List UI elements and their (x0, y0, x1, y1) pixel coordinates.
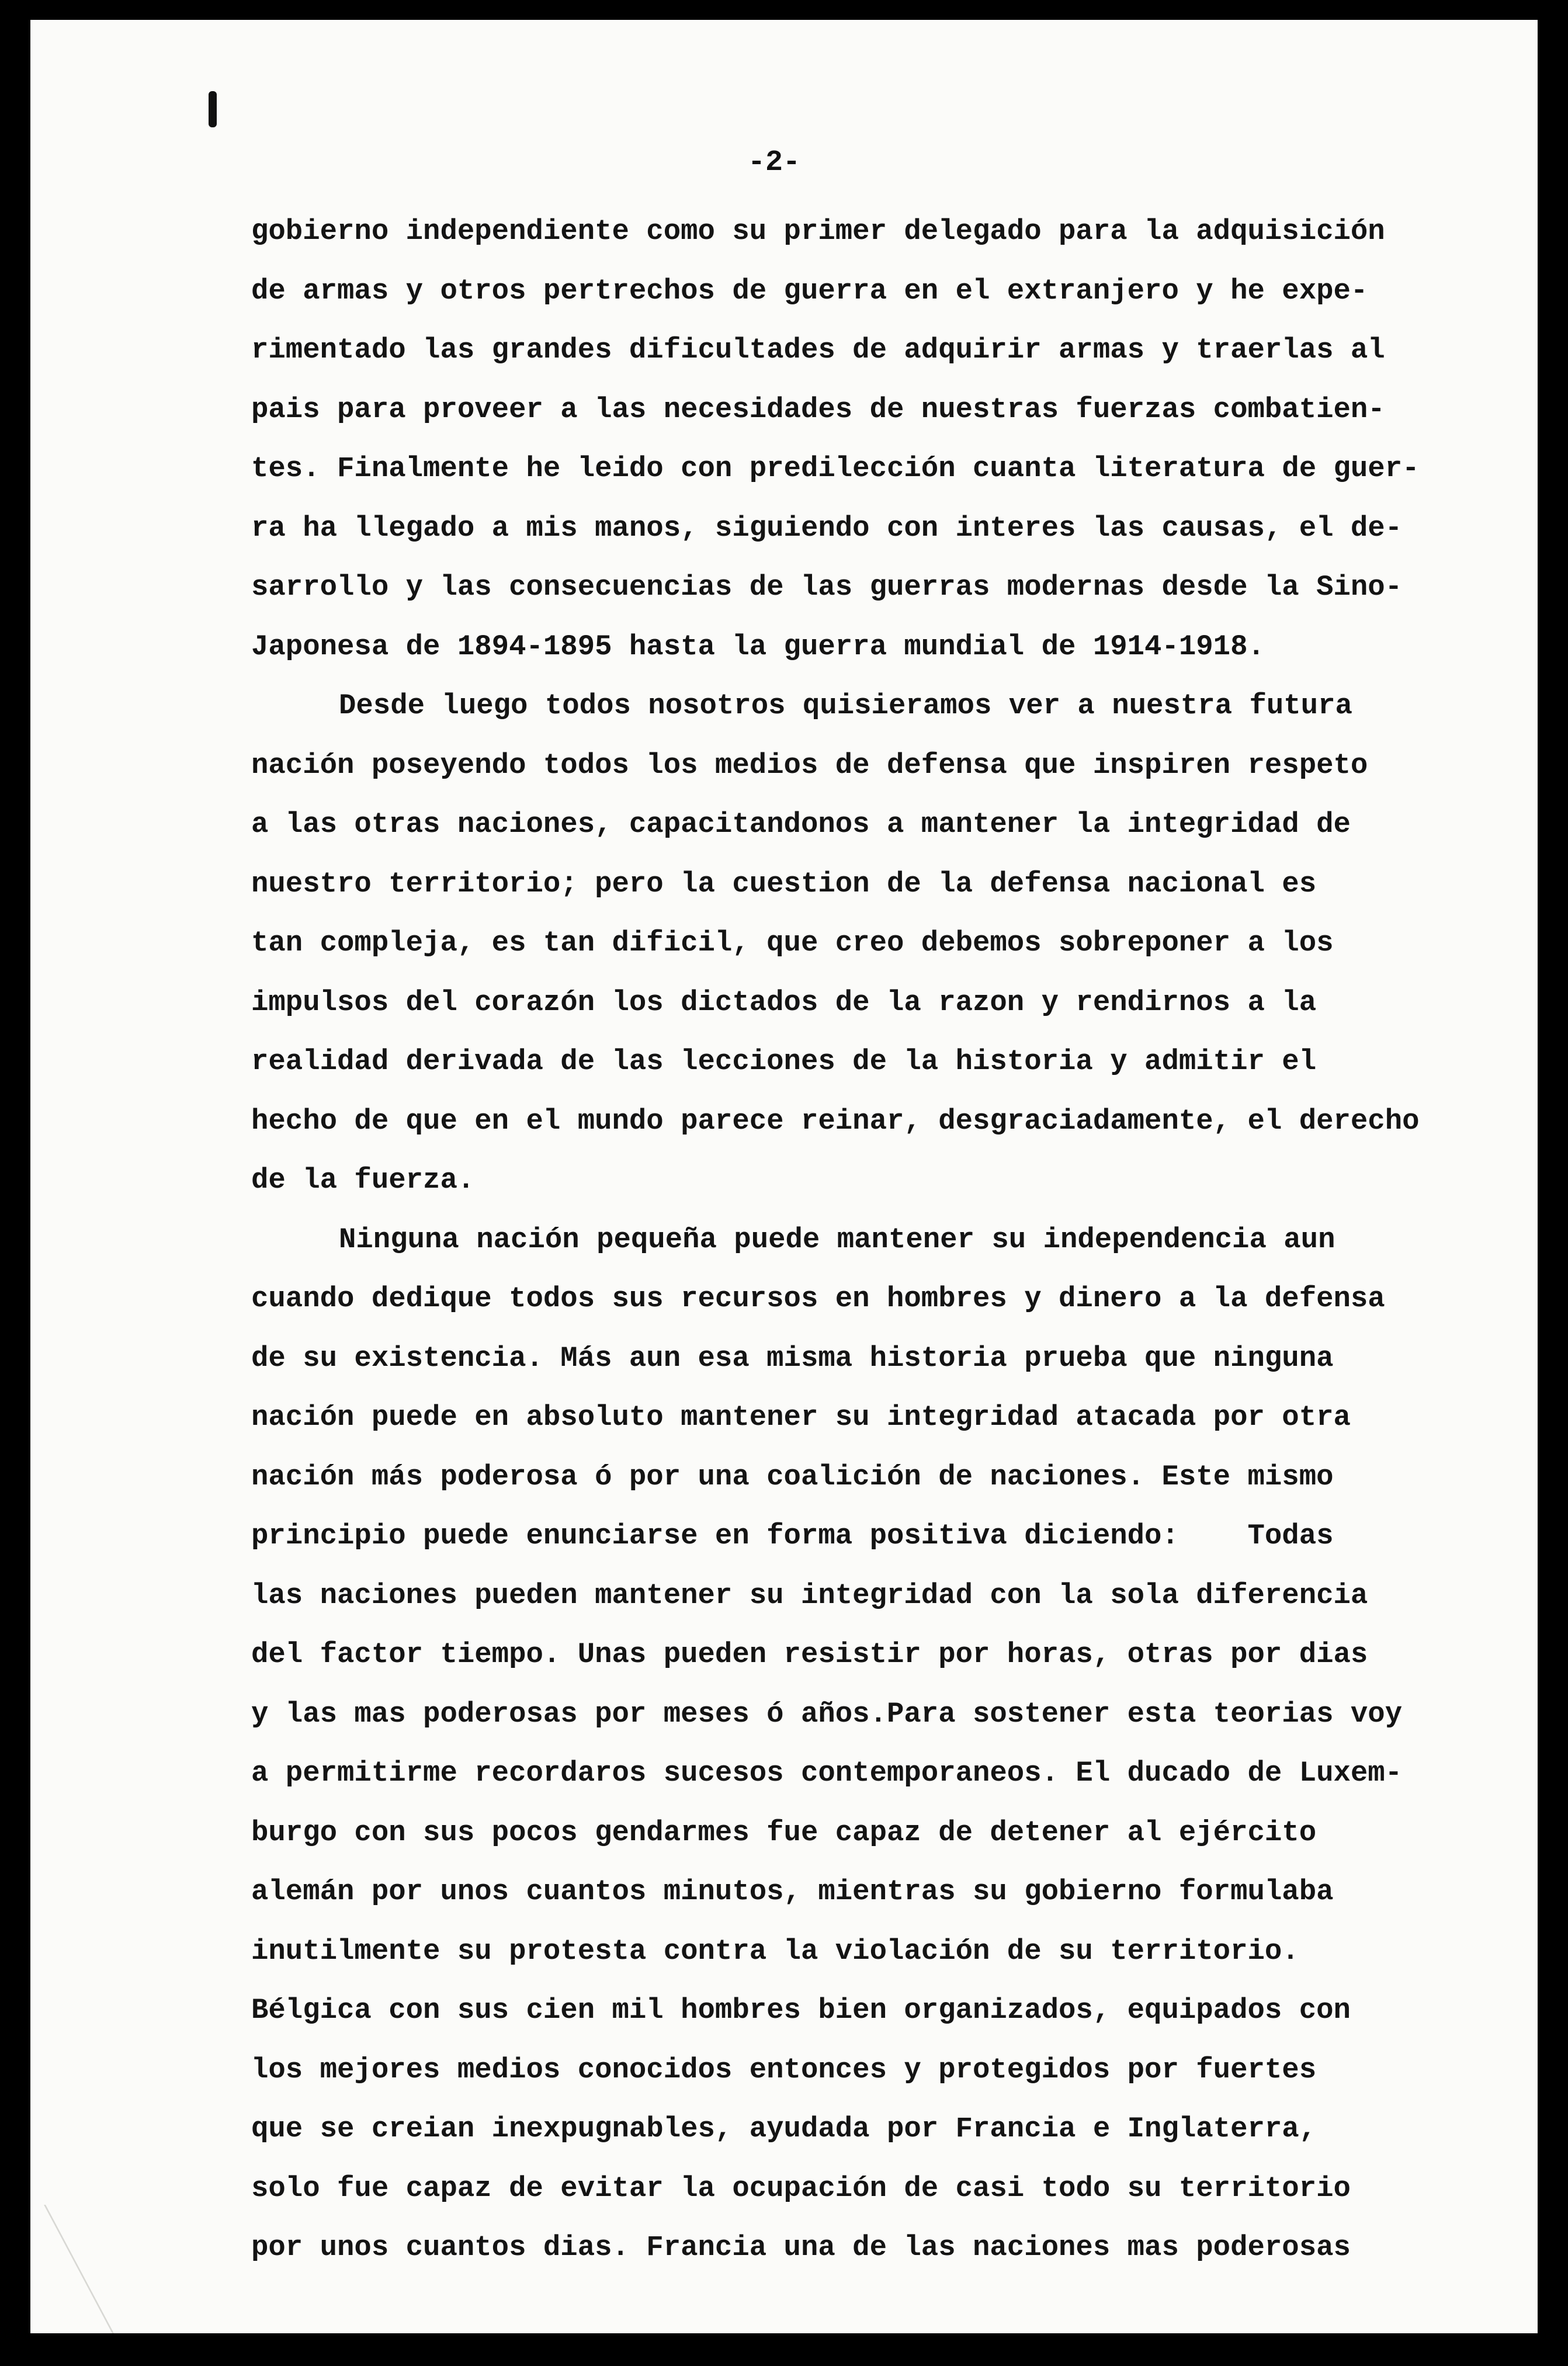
text-line: gobierno independiente como su primer delegado para la adquisición (251, 215, 1385, 248)
ink-mark (209, 91, 217, 127)
text-line: a las otras naciones, capacitandonos a mantener la integridad de (251, 808, 1351, 841)
text-line: nuestro territorio; pero la cuestion de la defensa nacional es (251, 867, 1317, 900)
text-line: Japonesa de 1894-1895 hasta la guerra mundial de 1914-1918. (251, 630, 1265, 663)
text-line: realidad derivada de las lecciones de la historia y admitir el (251, 1045, 1317, 1078)
page-number: -2- (748, 146, 801, 179)
text-line: tan compleja, es tan dificil, que creo debemos sobreponer a los (251, 927, 1334, 959)
text-line: burgo con sus pocos gendarmes fue capaz de detener al ejército (251, 1816, 1317, 1849)
text-line: Bélgica con sus cien mil hombres bien organizados, equipados con (251, 1994, 1351, 2027)
text-line: sarrollo y las consecuencias de las guerras modernas desde la Sino- (251, 571, 1403, 603)
text-line: por unos cuantos dias. Francia una de las naciones mas poderosas (251, 2231, 1351, 2264)
text-line: y las mas poderosas por meses ó años.Para sostener esta teorias voy (251, 1697, 1403, 1730)
text-line: hecho de que en el mundo parece reinar, desgraciadamente, el derecho (251, 1104, 1420, 1137)
text-line: alemán por unos cuantos minutos, mientras su gobierno formulaba (251, 1875, 1334, 1908)
text-line: nación más poderosa ó por una coalición de naciones. Este mismo (251, 1460, 1334, 1493)
text-line: nación poseyendo todos los medios de defensa que inspiren respeto (251, 748, 1368, 782)
text-line: de la fuerza. (251, 1164, 475, 1196)
paragraph-start: Ninguna nación pequeña puede mantener su independencia aun (339, 1223, 1335, 1256)
paragraph-start: Desde luego todos nosotros quisieramos ver a nuestra futura (339, 689, 1352, 722)
text-line: principio puede enunciarse en forma positiva diciendo: Todas (251, 1519, 1334, 1552)
text-line: inutilmente su protesta contra la violación de su territorio. (251, 1934, 1299, 1968)
text-line: nación puede en absoluto mantener su integridad atacada por otra (251, 1401, 1351, 1434)
text-line: ra ha llegado a mis manos, siguiendo con interes las causas, el de- (251, 511, 1403, 544)
text-line: tes. Finalmente he leido con predilección cuanta literatura de guer- (251, 452, 1420, 485)
text-line: pais para proveer a las necesidades de nuestras fuerzas combatien- (251, 393, 1385, 426)
text-line: impulsos del corazón los dictados de la razon y rendirnos a la (251, 986, 1317, 1019)
text-line: que se creian inexpugnables, ayudada por Francia e Inglaterra, (251, 2112, 1317, 2145)
text-line: del factor tiempo. Unas pueden resistir por horas, otras por dias (251, 1638, 1368, 1671)
text-line: los mejores medios conocidos entonces y protegidos por fuertes (251, 2053, 1317, 2086)
text-line: de armas y otros pertrechos de guerra en el extranjero y he expe- (251, 274, 1368, 307)
text-line: a permitirme recordaros sucesos contemporaneos. El ducado de Luxem- (251, 1757, 1403, 1789)
text-line: las naciones pueden mantener su integridad con la sola diferencia (251, 1579, 1368, 1612)
text-line: cuando dedique todos sus recursos en hombres y dinero a la defensa (251, 1282, 1385, 1315)
page-fold-mark (0, 2205, 114, 2333)
text-line: de su existencia. Más aun esa misma historia prueba que ninguna (251, 1341, 1334, 1375)
body-text (251, 202, 1466, 2278)
text-line: solo fue capaz de evitar la ocupación de casi todo su territorio (251, 2171, 1351, 2205)
text-line: rimentado las grandes dificultades de adquirir armas y traerlas al (251, 334, 1385, 366)
